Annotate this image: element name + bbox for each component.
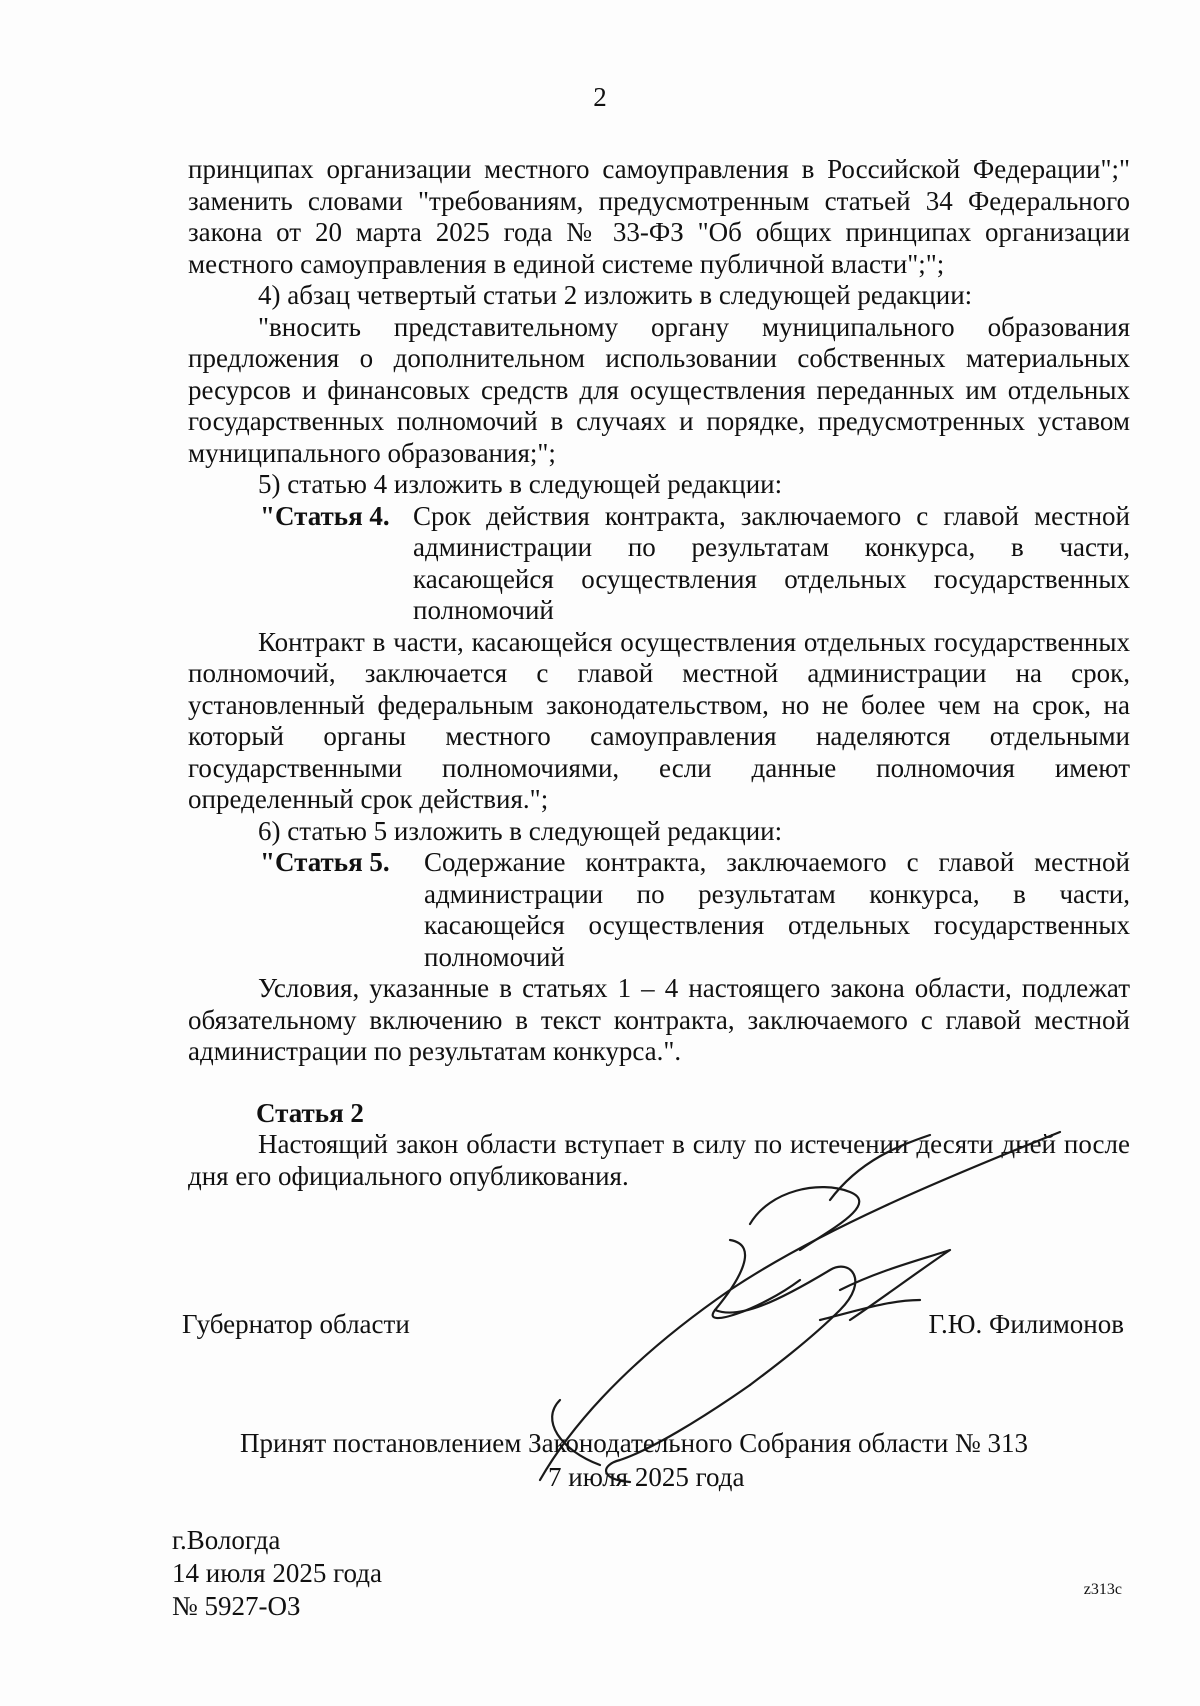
document-code: z313c	[1083, 1581, 1122, 1598]
adoption-line-1: Принят постановлением Законодательного Собрания области № 313	[240, 1428, 1029, 1458]
article-5-title: Содержание контракта, заключаемого с главой местной администрации по результатам конкурса, в части, касающейся осуществления отдельных государственных полномочий	[424, 847, 1130, 972]
signatory-name: Г.Ю. Филимонов	[928, 1309, 1124, 1339]
article-4-text: Контракт в части, касающейся осуществления отдельных государственных полномочий, заключается с главой местной администрации на срок, установленный федеральным законодательством, но не более чем на срок, на который органы местного самоуправления наделяются отдельными государственными полномочиями, если данные полномочия имеют определенный срок действия.";	[188, 626, 1130, 814]
article-4-label: "Статья 4.	[260, 500, 390, 531]
signatory-position: Губернатор области	[182, 1309, 410, 1339]
document-body	[188, 154, 1130, 1192]
article-4-block	[188, 501, 1130, 627]
article-4-title: Срок действия контракта, заключаемого с главой местной администрации по результатам конкурса, в части, касающейся осуществления отдельных государственных полномочий	[413, 500, 1130, 625]
footer-date: 14 июля 2025 года	[172, 1558, 382, 1588]
article-5-block	[188, 847, 1130, 973]
footer-number: № 5927-ОЗ	[172, 1591, 301, 1621]
page-number: 2	[593, 82, 607, 112]
article-5-text: Условия, указанные в статьях 1 – 4 настоящего закона области, подлежат обязательному включению в текст контракта, заключаемого с главой местной администрации по результатам конкурса.".	[188, 973, 1130, 1066]
item-4-heading: 4) абзац четвертый статьи 2 изложить в следующей редакции:	[258, 280, 973, 310]
article-2-text: Настоящий закон области вступает в силу по истечении десяти дней после дня его официального опубликования.	[188, 1129, 1130, 1191]
footer-block	[172, 1524, 382, 1623]
adoption-note	[0, 1426, 1200, 1494]
article-2-heading: Статья 2	[256, 1097, 364, 1128]
paragraph-principles: принципах организации местного самоуправления в Российской Федерации";" заменить словами "требованиям, предусмотренным статьей 34 Федерального закона от 20 марта 2025 года № 33-ФЗ "Об общих принципах организации местного самоуправления в единой системе публичной власти";";	[188, 154, 1130, 279]
adoption-line-2: 7 июля 2025 года	[548, 1462, 745, 1492]
item-5-heading: 5) статью 4 изложить в следующей редакции:	[258, 469, 783, 499]
item-4-text: "вносить представительному органу муниципального образования предложения о дополнительном использовании собственных материальных ресурсов и финансовых средств для осуществления переданных им отдельных государственных полномочий в случаях и порядке, предусмотренных уставом муниципального образования;";	[188, 311, 1130, 468]
article-5-label: "Статья 5.	[260, 847, 390, 877]
footer-city: г.Вологда	[172, 1525, 281, 1555]
item-6-heading: 6) статью 5 изложить в следующей редакции:	[258, 815, 783, 846]
